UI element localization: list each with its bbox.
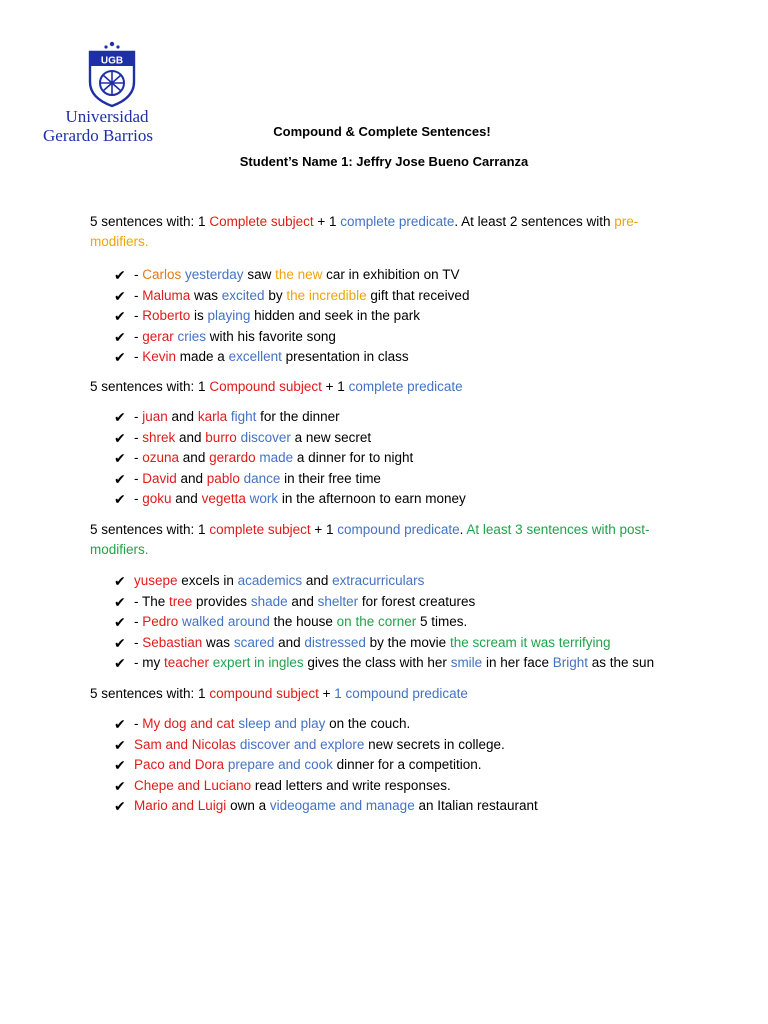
checkmark-icon: ✔: [114, 716, 126, 732]
highlighted-phrase: smile: [450, 655, 483, 670]
text-run: gift that received: [366, 288, 470, 303]
checkmark-icon: ✔: [114, 798, 126, 814]
highlighted-phrase: cries: [177, 329, 207, 344]
highlighted-phrase: complete predicate: [348, 379, 463, 394]
highlighted-phrase: expert in ingles: [212, 655, 304, 670]
highlighted-phrase: distressed: [304, 635, 366, 650]
highlighted-phrase: excellent: [228, 349, 282, 364]
highlighted-phrase: the incredible: [286, 288, 367, 303]
text-run: a new secret: [290, 430, 372, 445]
checkmark-icon: ✔: [114, 614, 126, 630]
highlighted-phrase: burro: [205, 430, 237, 445]
text-run: 5 sentences with: 1: [90, 214, 210, 229]
highlighted-phrase: playing: [207, 308, 251, 323]
highlighted-phrase: excited: [221, 288, 265, 303]
sentence-text: [134, 448, 413, 468]
sentence-text: [134, 796, 538, 816]
text-run: + 1: [313, 214, 341, 229]
text-run: by the movie: [365, 635, 450, 650]
highlighted-phrase: juan: [142, 409, 168, 424]
highlighted-phrase: discover and explore: [239, 737, 365, 752]
text-run: 5 sentences with: 1: [90, 379, 210, 394]
text-run: the house: [269, 614, 337, 629]
text-run: read letters and write responses.: [251, 778, 451, 793]
sentence-text: [134, 755, 482, 775]
text-run: is: [190, 308, 208, 323]
sentence-text: [134, 469, 381, 489]
text-run: and: [175, 430, 206, 445]
highlighted-phrase: Mario and Luigi: [134, 798, 227, 813]
text-run: on the couch.: [325, 716, 411, 731]
highlighted-phrase: compound subject: [209, 686, 319, 701]
text-run: as the sun: [588, 655, 655, 670]
text-run: and: [274, 635, 305, 650]
checkmark-icon: ✔: [114, 450, 126, 466]
highlighted-phrase: complete subject: [209, 522, 311, 537]
highlighted-phrase: ozuna: [142, 450, 180, 465]
section-3-instructions: [90, 520, 690, 560]
text-run: . At least 2 sentences with: [454, 214, 615, 229]
highlighted-phrase: Sebastian: [142, 635, 203, 650]
checkmark-icon: ✔: [114, 757, 126, 773]
highlighted-phrase: Paco and Dora: [134, 757, 225, 772]
highlighted-phrase: yesterday: [185, 267, 244, 282]
sentence-text: [134, 776, 451, 796]
text-run: a dinner for to night: [293, 450, 414, 465]
highlighted-phrase: goku: [142, 491, 172, 506]
sentence-text: [134, 735, 505, 755]
highlighted-phrase: vegetta: [201, 491, 246, 506]
highlighted-phrase: shade: [250, 594, 288, 609]
highlighted-phrase: gerardo: [209, 450, 256, 465]
text-run: 5 sentences with: 1: [90, 686, 210, 701]
text-run: and: [176, 471, 207, 486]
checkmark-icon: ✔: [114, 737, 126, 753]
text-run: gives the class with her: [303, 655, 451, 670]
text-run: own a: [226, 798, 270, 813]
checkmark-icon: ✔: [114, 308, 126, 324]
highlighted-phrase: Roberto: [142, 308, 191, 323]
text-run: -: [134, 329, 143, 344]
text-run: by: [264, 288, 287, 303]
highlighted-phrase: extracurriculars: [332, 573, 425, 588]
checkmark-icon: ✔: [114, 573, 126, 589]
sentence-text: [134, 306, 420, 326]
text-run: was: [190, 288, 222, 303]
text-run: excels in: [177, 573, 238, 588]
highlighted-phrase: shrek: [142, 430, 176, 445]
highlighted-phrase: tree: [169, 594, 193, 609]
highlighted-phrase: karla: [197, 409, 228, 424]
sentence-text: [134, 347, 409, 367]
checkmark-icon: ✔: [114, 635, 126, 651]
text-run: car in exhibition on TV: [322, 267, 460, 282]
checkmark-icon: ✔: [114, 491, 126, 507]
sentence-text: [134, 265, 459, 285]
checkmark-icon: ✔: [114, 288, 126, 304]
text-run: an Italian restaurant: [414, 798, 538, 813]
text-run: hidden and seek in the park: [250, 308, 420, 323]
highlighted-phrase: My dog and cat: [142, 716, 235, 731]
text-run: and: [171, 491, 202, 506]
text-run: + 1: [321, 379, 349, 394]
checkmark-icon: ✔: [114, 430, 126, 446]
section-4-instructions: [90, 684, 690, 704]
highlighted-phrase: Maluma: [142, 288, 191, 303]
text-run: -: [134, 635, 143, 650]
highlighted-phrase: work: [249, 491, 279, 506]
highlighted-phrase: 1 compound predicate: [334, 686, 468, 701]
text-run: with his favorite song: [206, 329, 336, 344]
highlighted-phrase: discover: [240, 430, 291, 445]
highlighted-phrase: Kevin: [142, 349, 177, 364]
highlighted-phrase: teacher: [164, 655, 210, 670]
sentence-text: [134, 286, 469, 306]
text-run: 5 sentences with: 1: [90, 522, 210, 537]
highlighted-phrase: prepare and cook: [227, 757, 333, 772]
checkmark-icon: ✔: [114, 594, 126, 610]
highlighted-phrase: Complete subject: [209, 214, 314, 229]
highlighted-phrase: the new: [275, 267, 323, 282]
text-run: made a: [176, 349, 229, 364]
section-1-instructions: [90, 212, 690, 252]
text-run: and: [167, 409, 198, 424]
text-run: +: [318, 686, 335, 701]
section-2-instructions: [90, 377, 690, 397]
text-run: -: [134, 267, 143, 282]
text-run: - The: [134, 594, 170, 609]
text-run: in her face: [482, 655, 553, 670]
highlighted-phrase: At least 3 sentences with post-modifiers.: [90, 522, 650, 557]
text-run: - my: [134, 655, 164, 670]
sentence-text: [134, 327, 336, 347]
text-run: and: [179, 450, 210, 465]
text-run: -: [134, 409, 143, 424]
highlighted-phrase: Bright: [552, 655, 589, 670]
text-run: saw: [243, 267, 276, 282]
highlighted-phrase: walked around: [182, 614, 270, 629]
highlighted-phrase: Compound subject: [209, 379, 322, 394]
text-run: -: [134, 450, 143, 465]
student-name: Student’s Name 1: Jeffry Jose Bueno Carranza: [239, 154, 529, 169]
checkmark-icon: ✔: [114, 267, 126, 283]
logo-university-text: Universidad: [65, 107, 149, 126]
highlighted-phrase: Chepe and Luciano: [134, 778, 252, 793]
checkmark-icon: ✔: [114, 329, 126, 345]
highlighted-phrase: David: [142, 471, 177, 486]
highlighted-phrase: Pedro: [142, 614, 179, 629]
sentence-text: [134, 653, 654, 673]
text-run: for forest creatures: [358, 594, 476, 609]
highlighted-phrase: academics: [237, 573, 303, 588]
text-run: and: [287, 594, 318, 609]
shield-text: UGB: [100, 55, 124, 67]
highlighted-phrase: shelter: [317, 594, 359, 609]
sentence-text: [134, 714, 410, 734]
checkmark-icon: ✔: [114, 349, 126, 365]
sentence-text: [134, 489, 466, 509]
highlighted-phrase: Carlos: [142, 267, 182, 282]
text-run: new secrets in college.: [364, 737, 505, 752]
highlighted-phrase: pablo: [206, 471, 240, 486]
text-run: .: [459, 522, 467, 537]
sentence-text: [134, 612, 467, 632]
sentence-text: [134, 407, 340, 427]
highlighted-phrase: sleep and play: [238, 716, 326, 731]
highlighted-phrase: scared: [233, 635, 275, 650]
text-run: for the dinner: [256, 409, 340, 424]
highlighted-phrase: Sam and Nicolas: [134, 737, 237, 752]
checkmark-icon: ✔: [114, 655, 126, 671]
checkmark-icon: ✔: [114, 778, 126, 794]
text-run: -: [134, 288, 143, 303]
highlighted-phrase: gerar: [142, 329, 174, 344]
text-run: -: [134, 614, 143, 629]
sentence-text: [134, 428, 371, 448]
checkmark-icon: ✔: [114, 471, 126, 487]
text-run: provides: [192, 594, 251, 609]
sentence-text: [134, 571, 424, 591]
highlighted-phrase: videogame and manage: [269, 798, 415, 813]
highlighted-phrase: yusepe: [134, 573, 178, 588]
text-run: and: [302, 573, 333, 588]
text-run: in the afternoon to earn money: [278, 491, 466, 506]
text-run: dinner for a competition.: [332, 757, 482, 772]
highlighted-phrase: made: [259, 450, 294, 465]
text-run: -: [134, 471, 143, 486]
highlighted-phrase: compound predicate: [337, 522, 460, 537]
sentence-text: [134, 633, 611, 653]
highlighted-phrase: the scream it was terrifying: [449, 635, 611, 650]
highlighted-phrase: on the corner: [336, 614, 417, 629]
highlighted-phrase: pre-modifiers.: [90, 214, 639, 249]
text-run: presentation in class: [281, 349, 409, 364]
document-title: Compound & Complete Sentences!: [273, 124, 491, 139]
highlighted-phrase: fight: [230, 409, 257, 424]
text-run: -: [134, 430, 143, 445]
highlighted-phrase: complete predicate: [340, 214, 455, 229]
sentence-text: [134, 592, 475, 612]
shield-icon: [84, 40, 140, 110]
text-run: -: [134, 308, 143, 323]
text-run: -: [134, 716, 143, 731]
highlighted-phrase: dance: [243, 471, 281, 486]
text-run: in their free time: [280, 471, 381, 486]
logo-name-text: Gerardo Barrios: [43, 126, 153, 145]
text-run: -: [134, 491, 143, 506]
text-run: + 1: [310, 522, 338, 537]
text-run: was: [202, 635, 234, 650]
text-run: -: [134, 349, 143, 364]
checkmark-icon: ✔: [114, 409, 126, 425]
text-run: 5 times.: [416, 614, 468, 629]
